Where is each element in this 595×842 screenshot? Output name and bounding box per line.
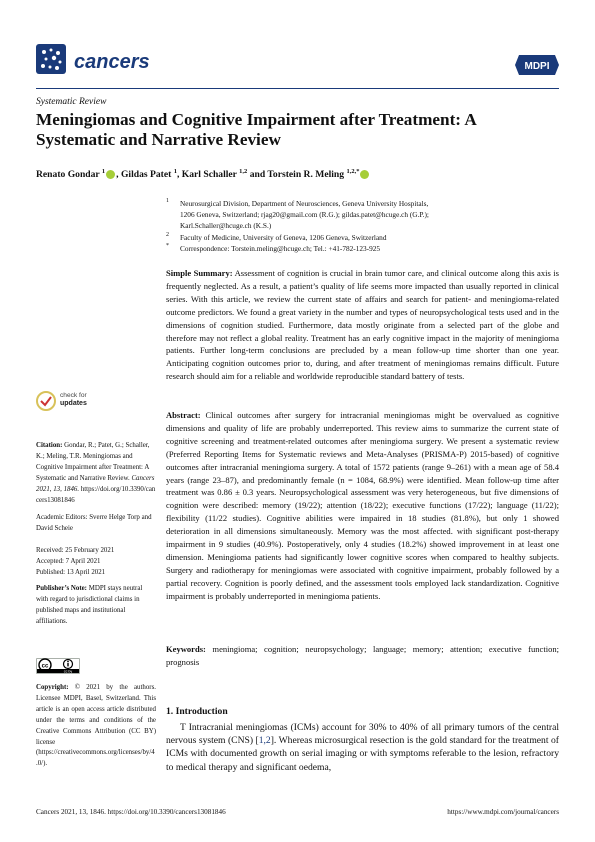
author-name: Karl Schaller <box>181 169 240 181</box>
affiliation-number: * <box>166 242 169 249</box>
author-name: Renato Gondar <box>36 169 102 181</box>
intro-text-before: T Intracranial meningiomas (ICMs) account for 30% to 40% of all primary tumors of the central nervous system (CNS) [ <box>166 722 559 747</box>
author-name: Torstein R. Meling <box>267 169 347 181</box>
svg-text:MDPI: MDPI <box>524 61 550 72</box>
citation-ref-link[interactable]: 1,2 <box>258 735 271 747</box>
copyright-label: Copyright: <box>36 684 69 691</box>
dates-block <box>36 546 156 579</box>
affiliation-line <box>166 220 559 231</box>
citation-journal-ref: Cancers 2021, 13, 1846. <box>36 474 155 493</box>
date-published: Published: 13 April 2021 <box>36 568 106 576</box>
citation-text: Gondar, R.; Patet, G.; Schaller, K.; Meling, T.R. Meningiomas and Cognitive Impairment after Treatment: A Systematic and Narrative Review. <box>36 442 150 482</box>
author-list: Renato Gondar $^1$ , Gildas Patet $^1$, Karl Schaller $^{1,2}$ and Torstein R. Meling $^{1,2,*}$ <box>36 168 370 180</box>
citation-label: Citation: <box>36 442 63 449</box>
intro-text-after: ]. Whereas microsurgical resection is the gold standard for the treatment of ICMs with documented growth on serial imaging or with symptoms referable to the lesion, refractory to medical therapy and significant oedema, <box>166 735 559 773</box>
publisher-note-text: MDPI stays neutral with regard to jurisdictional claims in published maps and institutional affiliations. <box>36 585 143 625</box>
section-heading-introduction: 1. Introduction <box>166 706 228 717</box>
footer-citation: Cancers 2021, 13, 1846. https://doi.org/10.3390/cancers13081846 <box>36 808 226 816</box>
affiliations <box>166 198 559 254</box>
date-accepted: Accepted: 7 April 2021 <box>36 557 101 565</box>
keywords-label: Keywords: <box>166 644 206 654</box>
check-updates-line2: updates <box>60 400 87 407</box>
orcid-icon[interactable] <box>360 170 369 179</box>
author-affiliation-sup: 1,2,* <box>346 168 360 175</box>
introduction-text <box>166 721 559 774</box>
orcid-icon[interactable] <box>106 170 115 179</box>
author-name: Gildas Patet <box>120 169 174 181</box>
keywords <box>166 643 559 669</box>
journal-name: cancers <box>74 51 150 73</box>
citation-block <box>36 441 156 506</box>
simple-summary-label: Simple Summary: <box>166 268 233 278</box>
keywords-text: meningioma; cognition; neuropsychology; language; memory; attention; executive function; prognosis <box>166 644 560 667</box>
abstract-text: Clinical outcomes after surgery for intracranial meningiomas might be overvalued as cognitive dimensions and quality of life are probably underreported. This review aims to summarize the current state of cognitive screening and treatment-related outcomes after meningioma surgery. We present a systematic review (Preferred Reporting Items for Systematic reviews and Meta-Analyses (PRISMA-P) 2015-based) of cognitive outcomes after intracranial meningioma surgery. A total of 1572 patients (range 9–261) with a mean age of 58.4 years (range 23–87), and predominantly female (n = 1084, 68.9%) were identified. Mean follow-up time after treatment was 0.86 ± 0.3 years. Neuropsychological assessment was very heterogeneous, but five dimensions of cognition were described: memory (19/22); attention (18/22); executive functions (17/22); language (11/22); flexibility (11/22 studies). Cognitive abilities were impaired in 18 studies (81.8%), but only 1 showed deterioration in all dimensions simultaneously. Memory was the most affected. with significant post-therapy impairment in 9 studies (40.9%). Postoperatively, only 4 studies (18.2%) showed improvement in at least one dimension. Meningioma patients had significantly lower cognitive scores when compared to healthy subjects. Surgery and radiotherapy for meningiomas were associated with cognitive impairment, probably followed by a partial recovery. Cognition is poorly defined, and the assessment tools employed lack standardization. Cognitive impairment is probably underreported in meningioma patients. <box>166 410 559 601</box>
simple-summary-text: Assessment of cognition is crucial in brain tumor care, and clinical outcome along this axis is frequently neglected. As a result, a patient’s quality of life seems more impacted than usually reported in clinical series. With this article, we review the current state of affairs and search for patient- and meningioma-related outcome predictors. We found a great variety in the number and types of neuropsychological tests used and in the dimensions of cognition studied. Furthermore, data mostly originate from a selected part of the globe and therefore may not reflect a global reality. Treatment has an early cognitive impact in the majority of meningioma patients. Further long-term conclusions are precluded by a mean follow-up time shorter than one year. Anticipating cognition outcomes prior to, during, and after treatment of meningiomas remains difficult. Future research should aim for a reliable and worldwide reproducible standard battery of tests. <box>166 268 559 382</box>
copyright-block <box>36 683 156 770</box>
affiliation-text: 1206 Geneva, Switzerland; rjag20@gmail.com (R.G.); gildas.patet@hcuge.ch (G.P.); <box>180 210 429 220</box>
affiliation-number: 1 <box>166 198 169 204</box>
article-title: Meningiomas and Cognitive Impairment after Treatment: A Systematic and Narrative Review <box>36 110 476 149</box>
publisher-note <box>36 584 156 628</box>
journal-logo-icon <box>36 44 66 74</box>
date-received: Received: 25 February 2021 <box>36 547 115 554</box>
author-affiliation-sup: 1 <box>173 168 177 175</box>
article-type: Systematic Review <box>36 97 107 107</box>
affiliation-text: Faculty of Medicine, University of Geneva, 1206 Geneva, Switzerland <box>180 232 387 242</box>
copyright-text: © 2021 by the authors. Licensee MDPI, Basel, Switzerland. This article is an open access article distributed under the terms and conditions of the Creative Commons Attribution (CC BY) license (https://creativecommons.org/licenses/by/4.0/). <box>36 684 156 768</box>
footer-journal-url[interactable]: https://www.mdpi.com/journal/cancers <box>447 808 559 816</box>
citation-doi-link[interactable]: https://doi.org/10.3390/cancers13081846 <box>36 485 156 504</box>
affiliation-number: 2 <box>166 231 169 238</box>
affiliation-text: Karl.Schaller@hcuge.ch (K.S.) <box>180 221 272 231</box>
affiliation-line <box>166 243 559 254</box>
affiliation-line <box>166 198 559 209</box>
affiliation-line <box>166 232 559 243</box>
publisher-note-label: Publisher’s Note: <box>36 585 87 592</box>
affiliation-line <box>166 209 559 220</box>
check-for-updates-button[interactable] <box>36 390 126 416</box>
check-updates-line1: check for <box>60 392 87 399</box>
author-affiliation-sup: 1 <box>101 168 106 175</box>
cc-by-license-icon[interactable] <box>36 658 80 674</box>
svg-text:cc by: cc by <box>63 669 73 674</box>
check-updates-icon <box>36 390 56 412</box>
abstract <box>166 409 559 603</box>
affiliation-text: Correspondence: Torstein.meling@hcuge.ch; Tel.: +41-782-123-925 <box>180 243 381 253</box>
academic-editors: Academic Editors: Sverre Helge Torp and David Scheie <box>36 514 152 532</box>
svg-text:cc: cc <box>41 663 49 670</box>
abstract-label: Abstract: <box>166 410 201 420</box>
header-rule <box>36 88 559 89</box>
author-affiliation-sup: 1,2 <box>239 168 248 175</box>
simple-summary <box>166 267 559 383</box>
mdpi-logo-icon <box>515 55 559 75</box>
affiliation-text: Neurosurgical Division, Department of Neurosciences, Geneva University Hospitals, <box>180 199 429 208</box>
